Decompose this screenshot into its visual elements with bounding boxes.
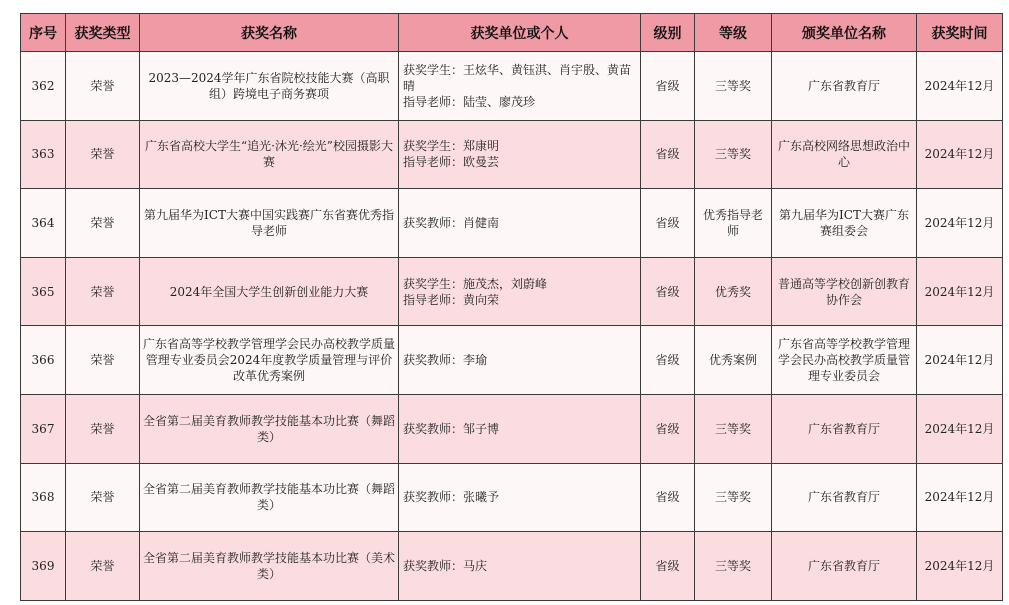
winner-line: 指导老师：陆莹、廖茂珍	[403, 94, 536, 109]
cell-level: 省级	[641, 189, 695, 258]
winner-line: 获奖学生：郑康明	[403, 139, 500, 154]
header-time: 获奖时间	[917, 14, 1003, 52]
table-row	[21, 463, 1003, 532]
cell-award-time: 2024年12月	[917, 463, 1003, 532]
cell-award-name: 全省第二届美育教师教学技能基本功比赛（舞蹈类）	[140, 463, 399, 532]
header-type: 获奖类型	[66, 14, 140, 52]
winner-line: 获奖教师：马庆	[403, 558, 488, 573]
table-body	[21, 52, 1003, 601]
header-level: 级别	[641, 14, 695, 52]
cell-winner	[399, 120, 641, 189]
cell-award-name: 2023—2024学年广东省院校技能大赛（高职组）跨境电子商务赛项	[140, 52, 399, 121]
cell-award-type: 荣誉	[66, 52, 140, 121]
cell-award-type: 荣誉	[66, 189, 140, 258]
cell-issuer: 普通高等学校创新创教育协作会	[772, 257, 917, 326]
table-row	[21, 394, 1003, 463]
cell-issuer: 广东省教育厅	[772, 394, 917, 463]
cell-award-time: 2024年12月	[917, 52, 1003, 121]
header-seq: 序号	[21, 14, 66, 52]
cell-winner	[399, 257, 641, 326]
table-row	[21, 189, 1003, 258]
cell-award-type: 荣誉	[66, 394, 140, 463]
cell-winner	[399, 394, 641, 463]
header-grade: 等级	[695, 14, 772, 52]
cell-level: 省级	[641, 257, 695, 326]
cell-winner	[399, 463, 641, 532]
cell-grade: 三等奖	[695, 52, 772, 121]
cell-seq: 366	[21, 326, 66, 395]
cell-issuer: 广东省高等学校教学管理学会民办高校教学质量管理专业委员会	[772, 326, 917, 395]
winner-line: 获奖学生：施茂杰，刘蔚峰	[403, 276, 548, 291]
awards-table-container	[20, 13, 1003, 601]
table-row	[21, 120, 1003, 189]
cell-award-name: 全省第二届美育教师教学技能基本功比赛（舞蹈类）	[140, 394, 399, 463]
cell-grade: 优秀奖	[695, 257, 772, 326]
winner-line: 获奖教师：肖健南	[403, 215, 500, 230]
cell-seq: 364	[21, 189, 66, 258]
cell-grade: 三等奖	[695, 394, 772, 463]
cell-award-name: 广东省高等学校教学管理学会民办高校教学质量管理专业委员会2024年度教学质量管理与评价改革优秀案例	[140, 326, 399, 395]
winner-line: 获奖教师：邹子博	[403, 421, 500, 436]
cell-award-type: 荣誉	[66, 120, 140, 189]
cell-award-time: 2024年12月	[917, 532, 1003, 601]
winner-line: 获奖教师：李瑜	[403, 353, 488, 368]
cell-award-time: 2024年12月	[917, 326, 1003, 395]
cell-award-time: 2024年12月	[917, 394, 1003, 463]
cell-level: 省级	[641, 463, 695, 532]
table-header	[21, 14, 1003, 52]
cell-seq: 365	[21, 257, 66, 326]
cell-level: 省级	[641, 326, 695, 395]
header-row	[21, 14, 1003, 52]
table-row	[21, 532, 1003, 601]
header-name: 获奖名称	[140, 14, 399, 52]
cell-award-name: 第九届华为ICT大赛中国实践赛广东省赛优秀指导老师	[140, 189, 399, 258]
cell-award-name: 广东省高校大学生“追光·沐光·绘光”校园摄影大赛	[140, 120, 399, 189]
cell-seq: 363	[21, 120, 66, 189]
cell-grade: 三等奖	[695, 463, 772, 532]
awards-table	[20, 13, 1003, 601]
cell-winner	[399, 532, 641, 601]
cell-grade: 三等奖	[695, 120, 772, 189]
cell-award-type: 荣誉	[66, 532, 140, 601]
cell-winner	[399, 326, 641, 395]
cell-award-type: 荣誉	[66, 257, 140, 326]
cell-grade: 优秀案例	[695, 326, 772, 395]
cell-winner	[399, 189, 641, 258]
cell-award-time: 2024年12月	[917, 120, 1003, 189]
cell-seq: 362	[21, 52, 66, 121]
cell-level: 省级	[641, 120, 695, 189]
cell-award-time: 2024年12月	[917, 189, 1003, 258]
cell-award-time: 2024年12月	[917, 257, 1003, 326]
table-row	[21, 52, 1003, 121]
cell-seq: 367	[21, 394, 66, 463]
cell-award-name: 全省第二届美育教师教学技能基本功比赛（美术类）	[140, 532, 399, 601]
cell-issuer: 广东高校网络思想政治中心	[772, 120, 917, 189]
table-row	[21, 257, 1003, 326]
cell-award-type: 荣誉	[66, 326, 140, 395]
header-issuer: 颁奖单位名称	[772, 14, 917, 52]
cell-seq: 368	[21, 463, 66, 532]
winner-line: 指导老师：黄向荣	[403, 292, 500, 307]
cell-level: 省级	[641, 532, 695, 601]
cell-seq: 369	[21, 532, 66, 601]
cell-issuer: 广东省教育厅	[772, 532, 917, 601]
cell-issuer: 第九届华为ICT大赛广东赛组委会	[772, 189, 917, 258]
cell-award-type: 荣誉	[66, 463, 140, 532]
cell-level: 省级	[641, 52, 695, 121]
header-unit: 获奖单位或个人	[399, 14, 641, 52]
cell-issuer: 广东省教育厅	[772, 463, 917, 532]
winner-line: 获奖学生：王炫华、黄钰淇、肖宇殷、黄苗晴	[403, 62, 632, 93]
cell-level: 省级	[641, 394, 695, 463]
cell-issuer: 广东省教育厅	[772, 52, 917, 121]
cell-grade: 三等奖	[695, 532, 772, 601]
winner-line: 获奖教师：张曦予	[403, 490, 500, 505]
winner-line: 指导老师：欧曼芸	[403, 155, 500, 170]
cell-grade: 优秀指导老师	[695, 189, 772, 258]
table-row	[21, 326, 1003, 395]
cell-award-name: 2024年全国大学生创新创业能力大赛	[140, 257, 399, 326]
cell-winner	[399, 52, 641, 121]
